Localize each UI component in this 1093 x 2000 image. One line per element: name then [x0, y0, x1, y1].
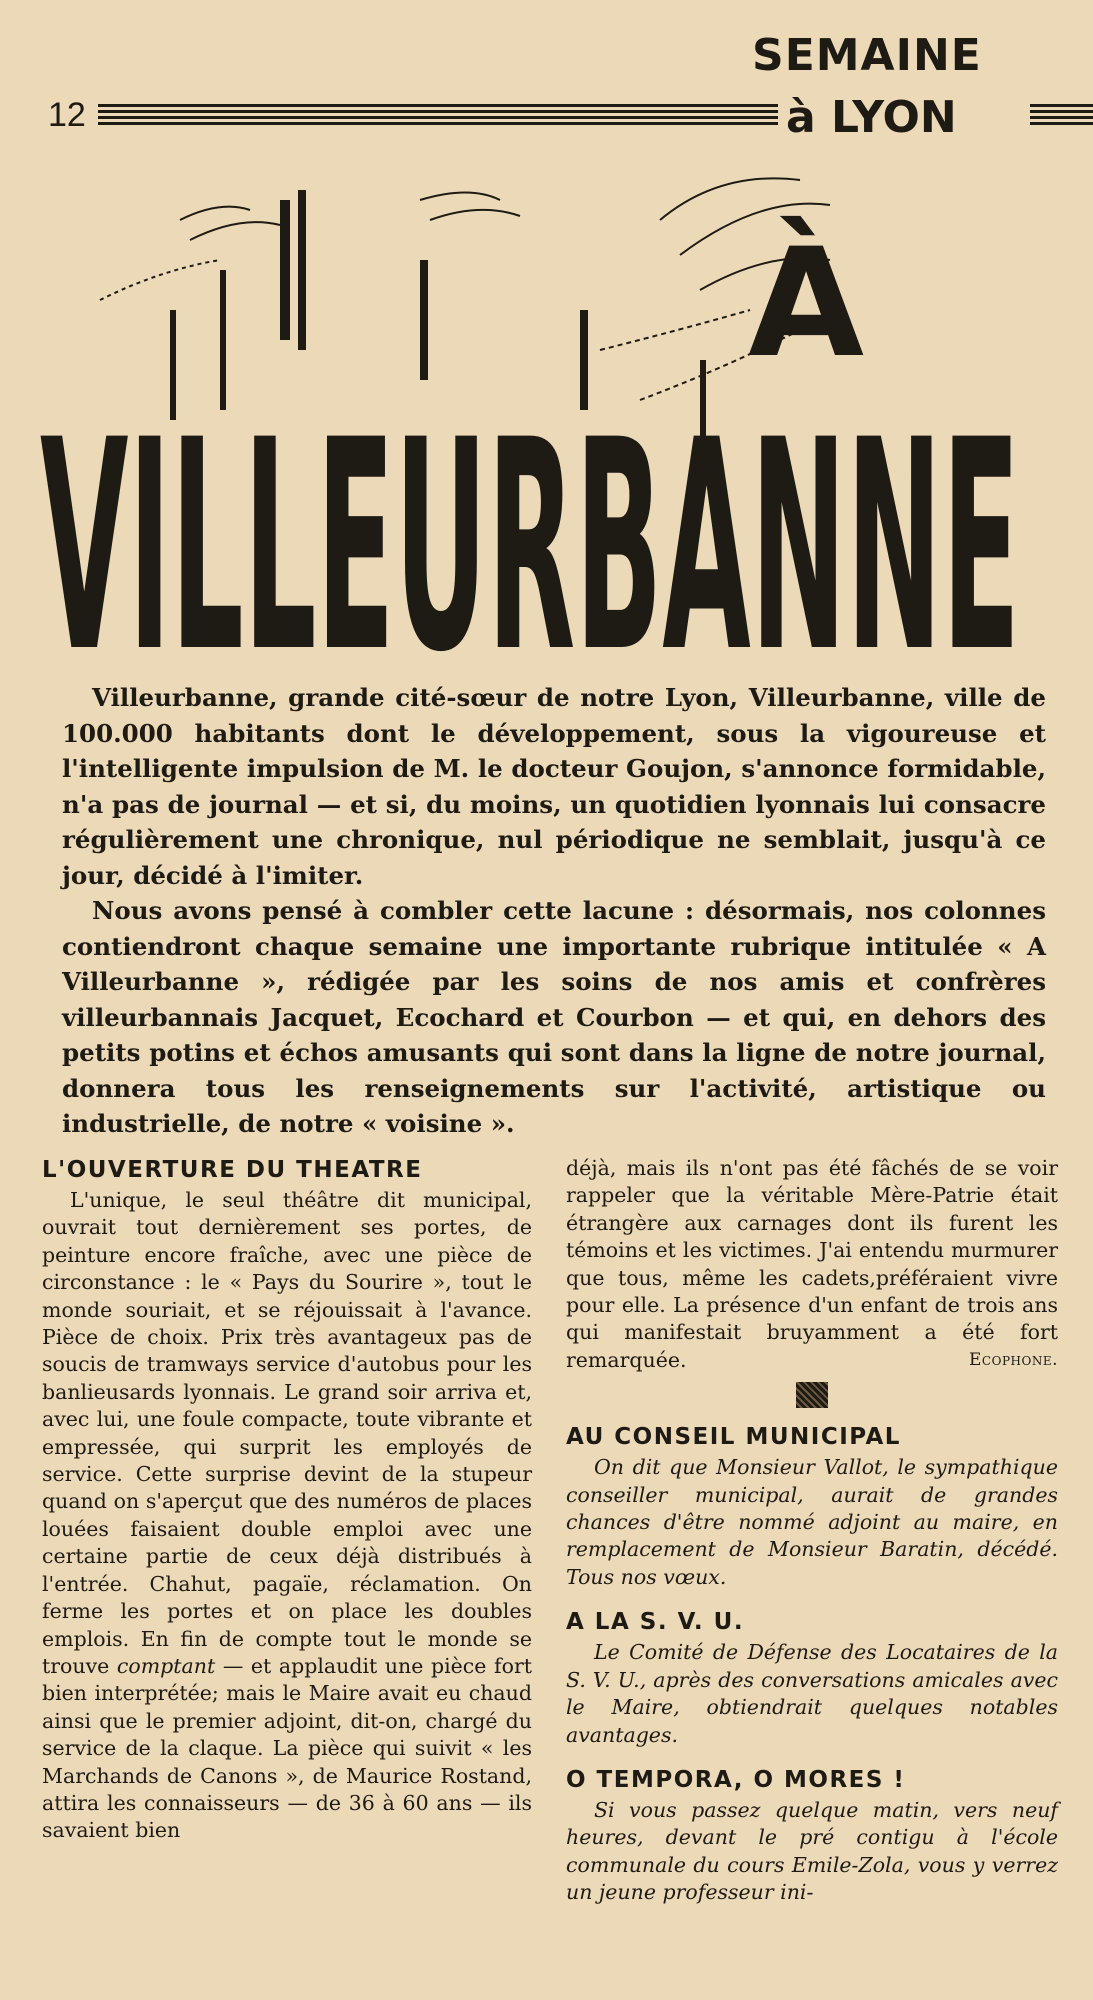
theatre-body-part-a: L'unique, le seul théâtre dit municipal, ouvrait tout dernièrement ses portes, de peinture encore fraîche, avec une pièce de circonstance : le « Pays du Sourire », tout le monde souriait, et se réjouissait à l'avance. Pièce de choix. Prix très avantageux pas de soucis de tramways service d'autobus pour les banlieusards lyonnais. Le grand soir arriva et, avec lui, une foule compacte, toute vibrante et empressée, qui surprit les employés de service. Cette surprise devint de la stupeur quand on s'aperçut que des numéros de places louées faisaient double emploi avec une certaine partie de ceux déjà distribués à l'entrée. Chahut, pagaïe, réclamation. On ferme les portes et on place les doubles emplois. En fin de compte tout le monde se trouve [42, 1188, 532, 1678]
masthead-line2: à LYON [786, 92, 957, 143]
theatre-heading: L'OUVERTURE DU THEATRE [42, 1157, 423, 1183]
title-main: VILLEURBANNE [40, 379, 1020, 660]
conseil-heading: AU CONSEIL MUNICIPAL [566, 1424, 901, 1451]
header-rule-right [1030, 104, 1093, 126]
conseil-body: On dit que Monsieur Vallot, le sympathique conseiller municipal, aurait de grandes chances d'être nommé adjoint au maire, en remplacement de Monsieur Baratin, décédé. Tous nos vœux. [566, 1455, 1058, 1589]
theatre-signature: Ecophone. [969, 1349, 1058, 1370]
skyline-lines [100, 178, 830, 400]
svu-body: Le Comité de Défense des Locataires de la S. V. U., après des conversations amicales avec le Maire, obtiendrait quelques notables avantages. [566, 1640, 1058, 1747]
title-main-glyph [40, 379, 1020, 660]
tempora-body: Si vous passez quelque matin, vers neuf heures, devant le pré contigu à l'école communale du cours Emile-Zola, vous y verrez un jeune professeur ini- [566, 1797, 1058, 1905]
header-rule-left [98, 104, 778, 126]
right-column [566, 1155, 1058, 1907]
title-prefix-glyph [748, 216, 864, 391]
intro-paragraph-1: Villeurbanne, grande cité-sœur de notre Lyon, Villeurbanne, ville de 100.000 habitants dont le développement, sous la vigoureuse et l'intelligente impulsion de M. le docteur Goujon, s'annonce formidable, n'a pas de journal — et si, du moins, un quotidien lyonnais lui consacre régulièrement une chronique, nul périodique ne semblait, jusqu'à ce jour, décidé à l'imiter. [62, 683, 1046, 890]
masthead-line1: SEMAINE [752, 30, 982, 81]
villeurbanne-title-illustration [40, 160, 1060, 660]
section-separator-ornament [796, 1382, 828, 1408]
spacer [566, 1591, 1058, 1607]
left-column [42, 1155, 532, 1845]
intro-paragraph-2: Nous avons pensé à combler cette lacune : désormais, nos colonnes contiendront chaque semaine une importante rubrique intitulée « A Villeurbanne », rédigée par les soins de nos amis et confrères villeurbannais Jacquet, Ecochard et Courbon — et qui, en dehors des petits potins et échos amusants qui sont dans la ligne de notre journal, donnera tous les renseignements sur l'activité, artistique ou industrielle, de notre « voisine ». [62, 896, 1046, 1138]
tempora-heading: O TEMPORA, O MORES ! [566, 1766, 906, 1793]
theatre-body-emphasis: comptant [116, 1653, 216, 1678]
theatre-body-part-b: — et applaudit une pièce fort bien interprétée; mais le Maire avait eu chaud ainsi que le premier adjoint, dit-on, chargé du service de la claque. La pièce qui suivit « les Marchands de Canons », de Maurice Rostand, attira les connaisseurs — de 36 à 60 ans — ils savaient bien [42, 1653, 532, 1843]
theatre-continuation-text: déjà, mais ils n'ont pas été fâchés de se voir rappeler que la véritable Mère-Patrie était étrangère aux carnages dont ils furent les témoins et les victimes. J'ai entendu murmurer que tous, même les cadets,préféraient vivre pour elle. La présence d'un enfant de trois ans qui manifestait bruyamment a été fort remarquée. [566, 1156, 1058, 1372]
title-prefix: À [748, 217, 865, 391]
theatre-body [42, 1187, 532, 1845]
theatre-continuation [566, 1155, 1058, 1374]
spacer [566, 1749, 1058, 1765]
page-number: 12 [48, 96, 86, 134]
svu-heading: A LA S. V. U. [566, 1609, 745, 1636]
intro-text [62, 680, 1046, 1142]
